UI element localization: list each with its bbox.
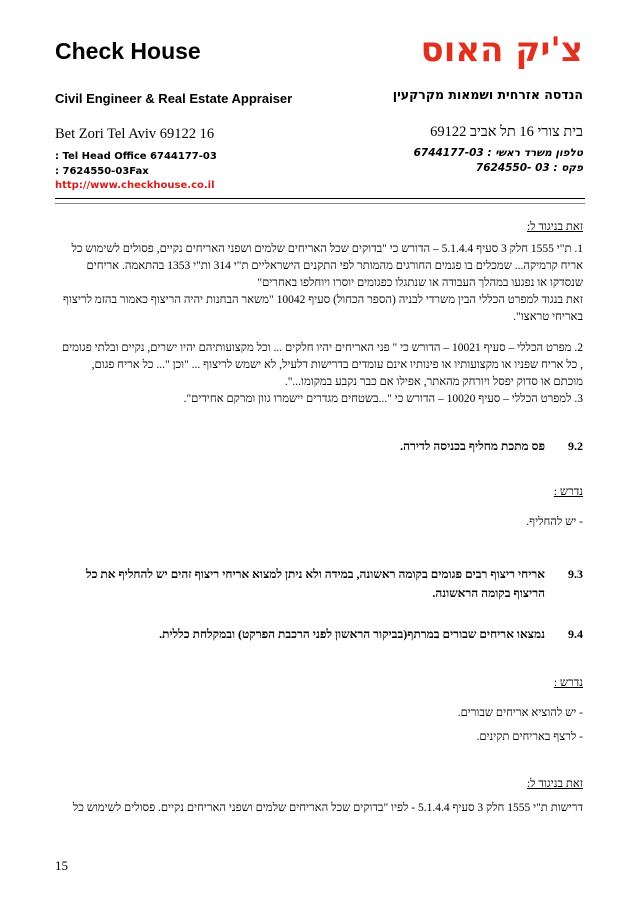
paragraph-line: 3. למפרט הכללי – סעיף 10020 – הדורש כי "...בשטחים מגדרים יישמרו גוון ומרקם אחידים". — [183, 393, 583, 405]
paragraph-line: באריחי טראצו". — [513, 311, 583, 323]
item-text: נמצאו אריחים שבורים במרתף(בביקור הראשון לפני הרכבת הפרקט) ובמקלחת כללית. — [159, 627, 545, 641]
phone-block-hebrew — [414, 146, 583, 176]
tagline-english: Civil Engineer & Real Estate Appraiser — [55, 91, 293, 106]
item-text: פס מתכת מחליף בכניסה לדירה. — [400, 439, 545, 453]
fax-number: : 7624550-03Fax — [55, 166, 149, 177]
fax-number-he: פקס : 03 -7624550 — [475, 162, 583, 174]
paragraph-line: שנסדקו או נפגעו במהלך העבודה או שנתגלו כפגומים יוסרו ויוחלפו באחרים" — [257, 277, 583, 289]
item-number: 9.2 — [568, 439, 583, 453]
required-action: - יש להוציא אריחים שבורים. — [457, 707, 583, 719]
standard-ref-paragraph-1 — [53, 241, 583, 326]
paragraph-line: זאת בנגוד למפרט הכללי הבין משרדי לבניה (הספר הכחול) סעיף 10042 "משאר הבחנות יהיה הריצוף כאמור בהזמ לריצוף — [63, 294, 583, 306]
paragraph-line: 1. ת"י 1555 חלק 3 סעיף 5.1.4.4 – הדורש כי "בדוקים שכל האריחים שלמים ושפני האריחים נקיים, פסולים לשימוש כל — [71, 243, 583, 255]
required-action: - לרצף באריחים תקינים. — [476, 731, 583, 743]
page-number: 15 — [55, 858, 68, 873]
item-number: 9.4 — [568, 627, 583, 641]
required-actions-list — [53, 705, 583, 746]
paragraph-line: מוכתם או סדוק יפסל ויורחק מהאתר, אפילו אם כבר נקבע במקומו...". — [284, 376, 583, 388]
phone-block-english — [55, 149, 217, 179]
tagline-hebrew: הנדסה אזרחית ושמאות מקרקעין — [392, 87, 583, 102]
finding-item-9-3 — [53, 565, 583, 603]
contradiction-title-2: זאת בניגוד ל: — [526, 778, 583, 790]
item-number: 9.3 — [568, 567, 583, 581]
brand-name-hebrew: צ'יק האוס — [420, 30, 583, 70]
paragraph-line: , כל אריח שפניו או מקצועותיו או פינותיו אינם עומדים בדרישות דלעיל, לא ישמש לריצוף ... "וכן "... כל אריח פגום, — [91, 359, 583, 371]
finding-item-9-4 — [53, 625, 583, 644]
standard-ref-paragraph-2 — [53, 340, 583, 408]
brand-name-english — [55, 38, 201, 65]
required-action: - יש להחליף. — [526, 516, 583, 528]
item-text: אריחי ריצוף רבים פגומים בקומה ראשונה, במידה ולא ניתן למצוא אריחי ריצוף זהים יש להחליף את כל הריצוף בקומה הראשונה. — [85, 567, 545, 600]
address-english: Bet Zori Tel Aviv 69122 16 — [55, 126, 215, 142]
required-label-2: נדרש : — [553, 677, 583, 689]
phone-head-office: : Tel Head Office 6744177-03 — [55, 151, 217, 162]
website-link[interactable]: http://www.checkhouse.co.il — [55, 180, 215, 191]
contradiction-title-1: זאת בניגוד ל: — [526, 221, 583, 233]
header-divider — [55, 198, 585, 199]
finding-item-9-2 — [53, 437, 583, 456]
paragraph-line: אריח קרמיקה... שמכלים בו פגמים החורגים מהמותר לפי התקנים הישראליים ת"י 314 ות"י 1353 בהתאמה. אריחים — [86, 260, 583, 272]
paragraph-line: 2. מפרט הכללי – סעיף 10021 – הדורש כי " פני האריחים יהיו חלקים ... וכל מקצועותיהם יהיו ישרים, נקיים ובלתי פגומים — [61, 342, 583, 354]
address-hebrew: בית צורי 16 תל אביב 69122 — [430, 124, 583, 140]
phone-head-office-he: טלפון משרד ראשי : 6744177-03 — [413, 147, 583, 159]
brand-en-text: Check House — [55, 38, 201, 64]
required-label-1: נדרש : — [553, 486, 583, 498]
header-divider-secondary — [55, 203, 585, 204]
standard-ref-paragraph-4: דרישות ת"י 1555 חלק 3 סעיף 5.1.4.4 - לפיו "בדוקים שכל האריחים שלמים ושפני האריחים נקיים. פסולים לשימוש כל — [72, 802, 583, 814]
